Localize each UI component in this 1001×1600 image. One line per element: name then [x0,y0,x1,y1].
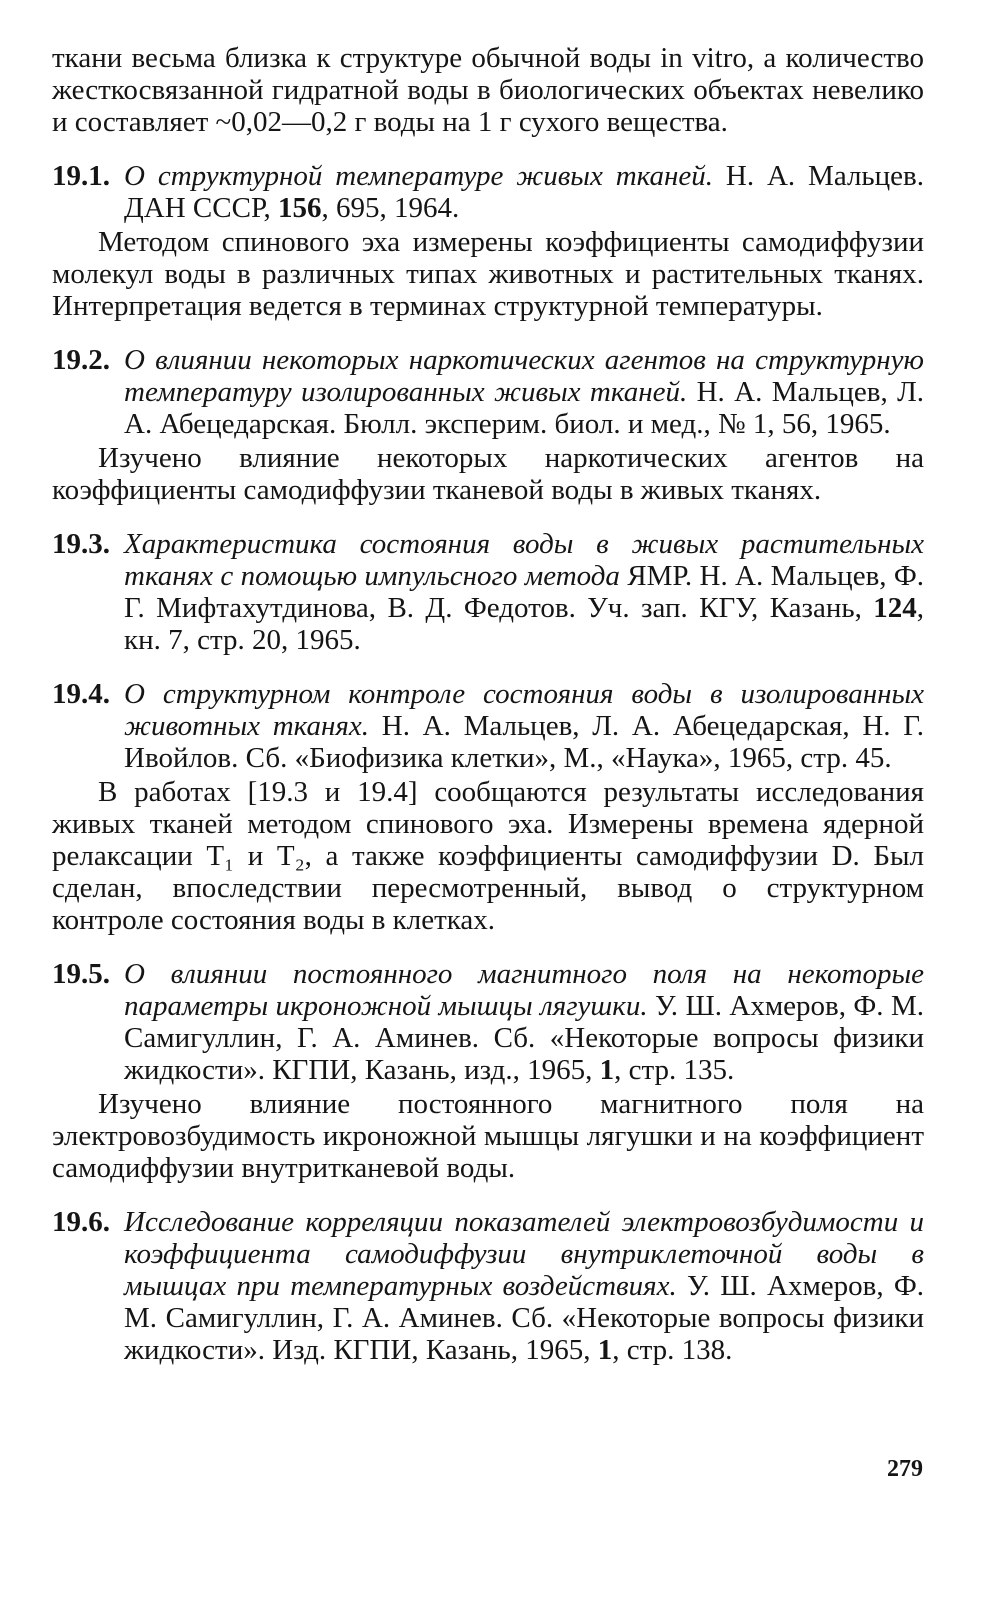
entry-number: 19.3. [52,528,110,560]
bibliography-entry-19-2 [52,344,924,440]
entry-citation: Н. А. Мальцев. ДАН СССР, [124,160,924,224]
entry-citation-tail: , 695, 1964. [321,192,460,224]
entry-volume: 1 [597,1334,613,1366]
entry-annotation: В работах [19.3 и 19.4] сообщаются результаты исследования живых тканей методом спинового эха. Измерены времена ядерной релаксации T₁ и T₂, а также коэффициенты самодиффузии D. Был сделан, впоследствии пересмотренный, вывод о структурном контроле состояния воды в клетках. [52,776,924,936]
page-number: 279 [887,1456,923,1482]
entry-annotation: Изучено влияние постоянного магнитного поля на электровозбудимость икроножной мышцы лягушки и на коэффициент самодиффузии внутритканевой воды. [52,1088,924,1184]
entry-number: 19.5. [52,958,110,990]
bibliography-entry-19-3 [52,528,924,656]
entry-citation-tail: , стр. 135. [614,1054,735,1086]
entry-annotation: Методом спинового эха измерены коэффициенты самодиффузии молекул воды в различных типах животных и растительных тканях. Интерпретация ведется в терминах структурной температуры. [52,226,924,322]
entry-title: О влиянии постоянного магнитного поля на некоторые параметры икроножной мышцы лягушки. [124,958,924,1022]
entry-title: О структурном контроле состояния воды в изолированных животных тканях. [124,678,924,742]
entry-citation-tail: , стр. 138. [612,1334,733,1366]
entry-citation: Н. А. Мальцев, Л. А. Абецедарская. Бюлл. эксперим. биол. и мед., № 1, 56, 1965. [124,376,925,440]
entry-citation: Н. А. Мальцев, Л. А. Абецедарская, Н. Г. Ивойлов. Сб. «Биофизика клетки», М., «Наука», 1965, стр. 45. [124,710,924,774]
entry-title: О влиянии некоторых наркотических агентов на структурную температуру изолированных живых тканей. [124,344,924,408]
bibliography-entry-19-6 [52,1206,924,1366]
entry-citation: ЯМР. Н. А. Мальцев, Ф. Г. Мифтахутдинова, В. Д. Федотов. Уч. зап. КГУ, Казань, [124,560,925,624]
entry-citation-tail: , кн. 7, стр. 20, 1965. [124,592,925,656]
entry-number: 19.2. [52,344,110,376]
entry-number: 19.6. [52,1206,110,1238]
bibliography-entry-19-4 [52,678,924,774]
document-page [52,42,924,1366]
bibliography-entry-19-5 [52,958,924,1086]
entry-annotation: Изучено влияние некоторых наркотических агентов на коэффициенты самодиффузии тканевой воды в живых тканях. [52,442,924,506]
entry-volume: 124 [873,592,917,624]
entry-number: 19.1. [52,160,110,192]
entry-citation: У. Ш. Ахмеров, Ф. М. Самигуллин, Г. А. Аминев. Сб. «Некоторые вопросы физики жидкости». КГПИ, Казань, изд., 1965, [124,990,924,1086]
entry-title: Исследование корреляции показателей электровозбудимости и коэффициента самодиффузии внутриклеточной воды в мышцах при температурных воздействиях. [124,1206,924,1302]
entry-citation: У. Ш. Ахмеров, Ф. М. Самигуллин, Г. А. Аминев. Сб. «Некоторые вопросы физики жидкости». Изд. КГПИ, Казань, 1965, [124,1270,925,1366]
intro-paragraph: ткани весьма близка к структуре обычной воды in vitro, а количество жесткосвязанной гидратной воды в биологических объектах невелико и составляет ~0,02—0,2 г воды на 1 г сухого вещества. [52,42,924,138]
entry-volume: 1 [599,1054,615,1086]
entry-title: О структурной температуре живых тканей. [124,160,713,192]
entry-number: 19.4. [52,678,110,710]
entry-volume: 156 [277,192,322,224]
entry-title: Характеристика состояния воды в живых растительных тканях с помощью импульсного метода [124,528,924,592]
bibliography-entry-19-1 [52,160,924,224]
